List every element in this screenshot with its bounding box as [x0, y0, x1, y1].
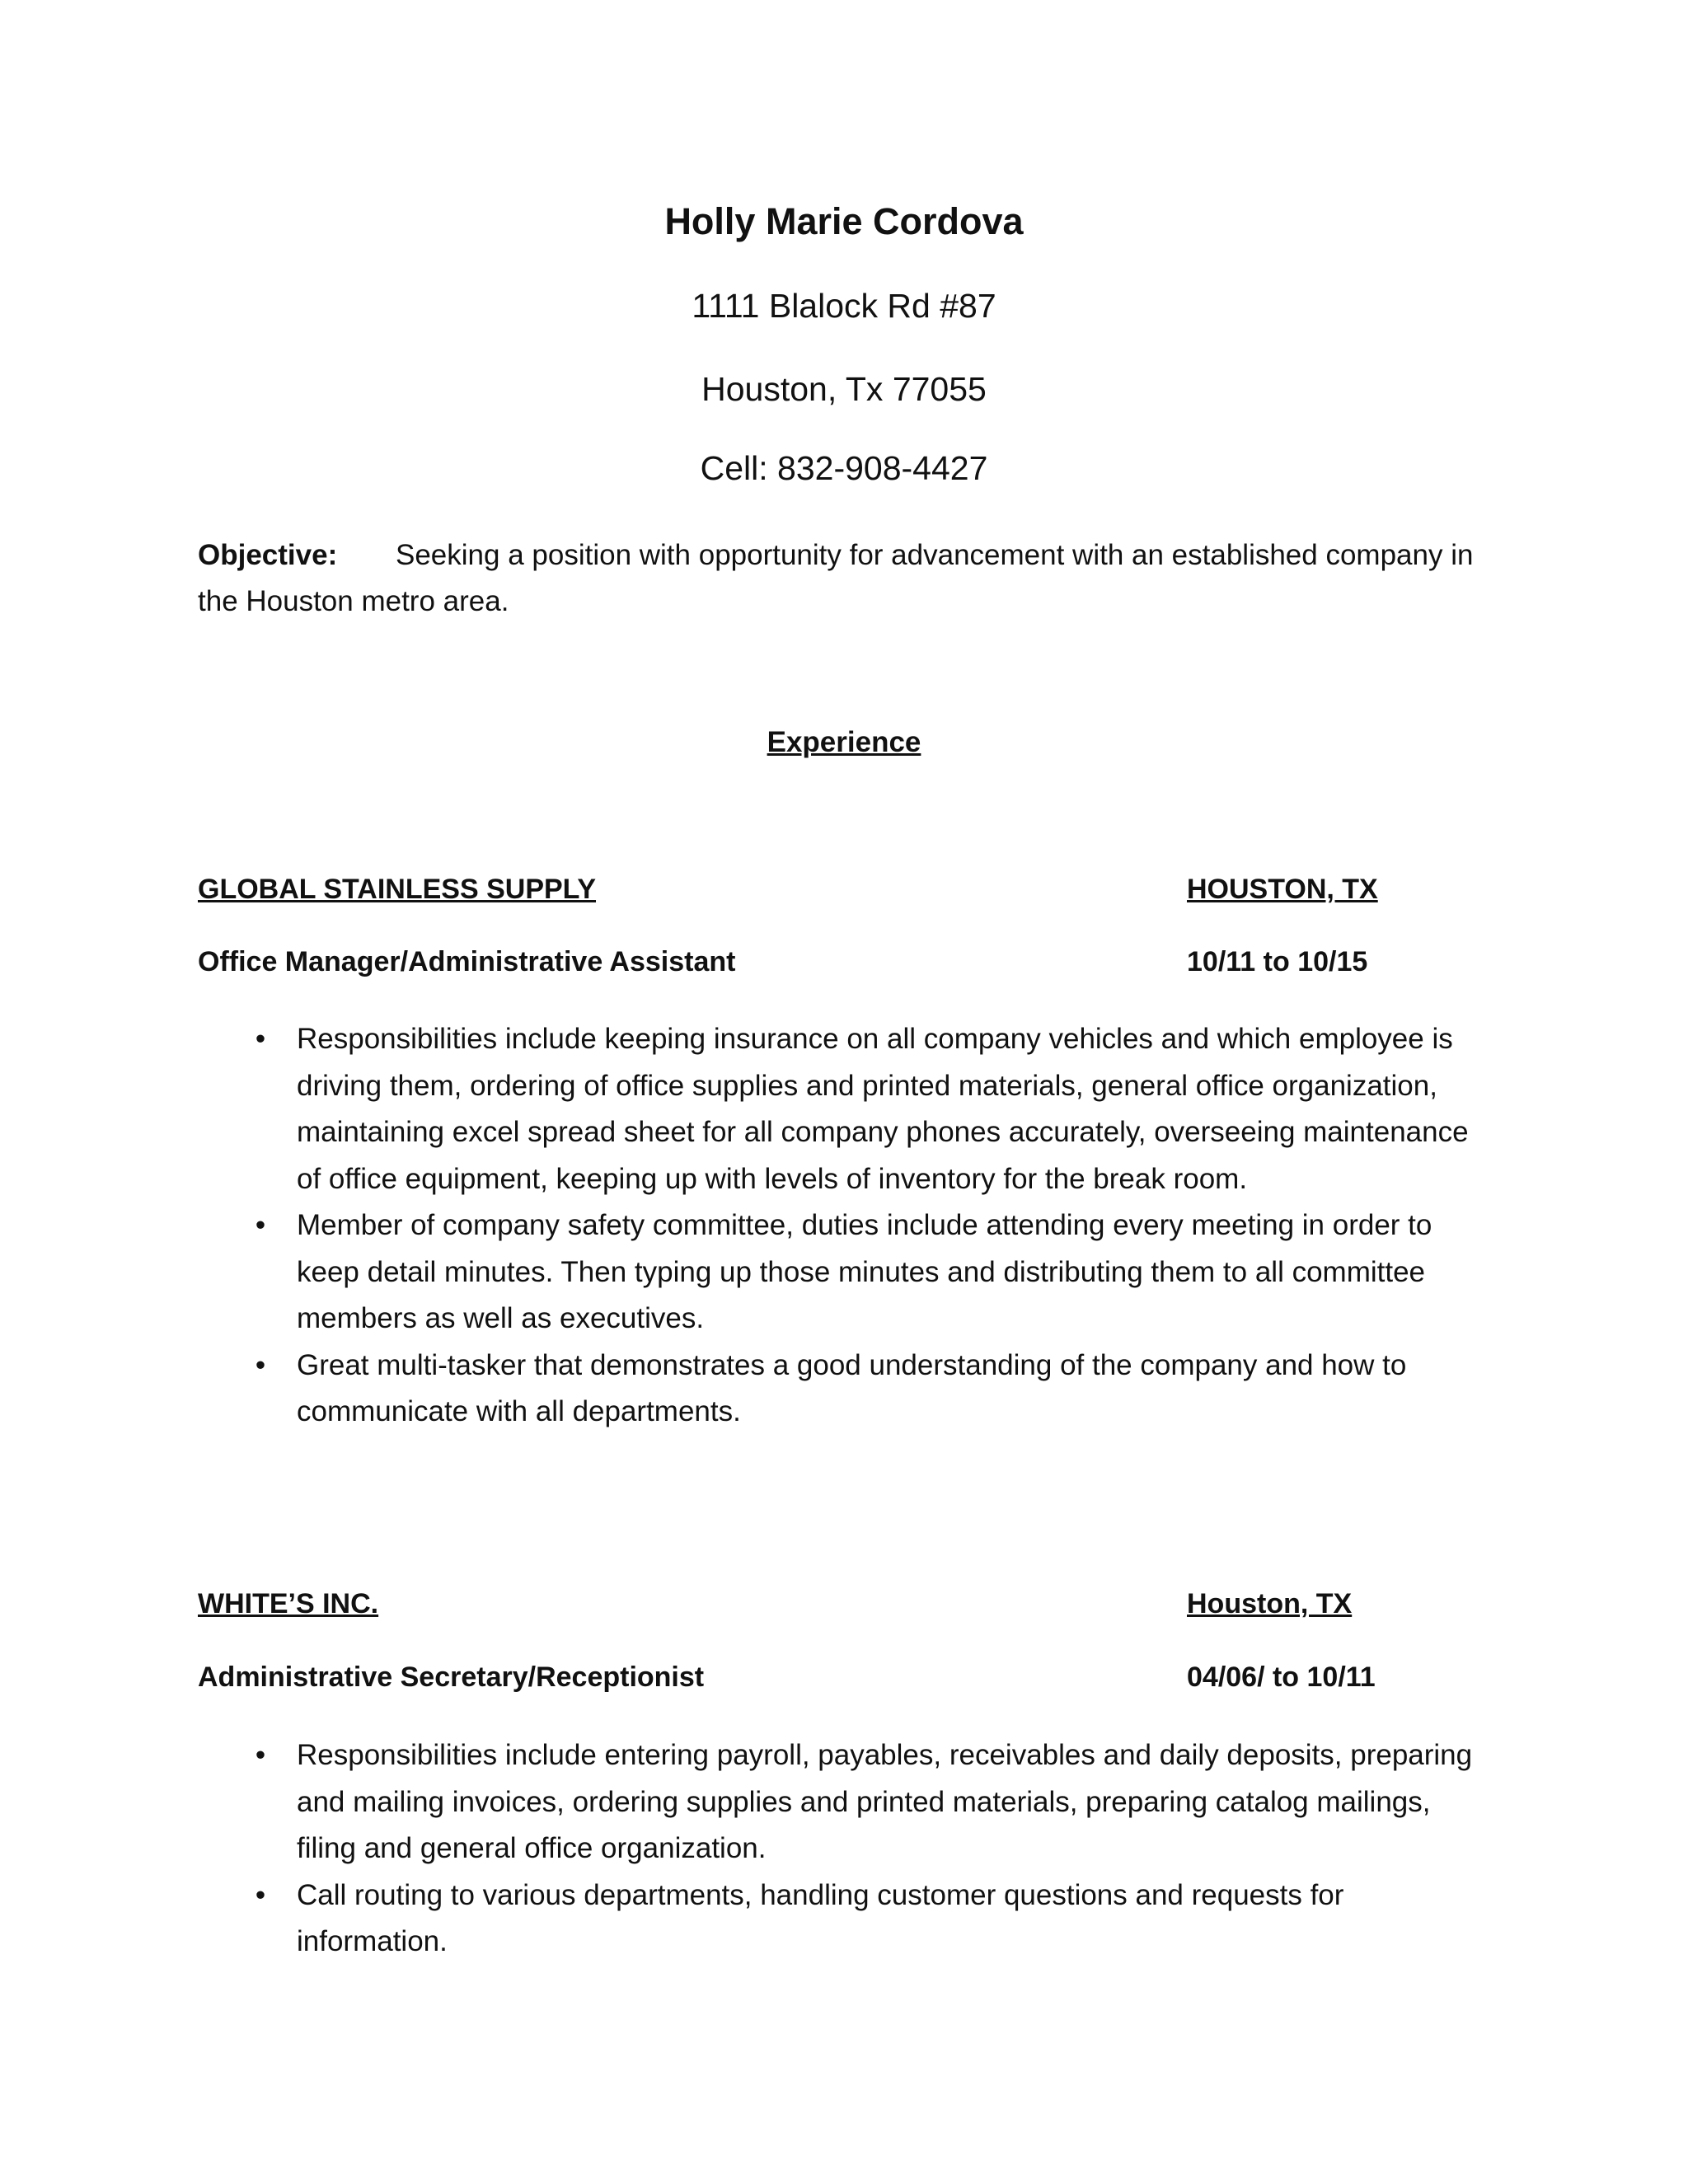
bullet-dot-icon: •	[255, 1348, 266, 1381]
list-item: • Call routing to various departments, handling customer questions and requests for information.	[252, 1872, 1489, 1966]
address-line-1: 1111 Blalock Rd #87	[692, 287, 996, 325]
bullet-dot-icon: •	[255, 1209, 266, 1241]
job-bullet-list	[252, 1016, 1489, 1436]
job-dates: 10/11 to 10/15	[1187, 946, 1368, 977]
job-role: Administrative Secretary/Receptionist	[198, 1661, 705, 1693]
objective-label: Objective:	[198, 539, 338, 571]
job-company: GLOBAL STAINLESS SUPPLY	[198, 874, 597, 905]
bullet-dot-icon: •	[255, 1739, 266, 1771]
job-dates: 04/06/ to 10/11	[1187, 1661, 1376, 1693]
job-company: WHITE’S INC.	[198, 1588, 379, 1619]
list-item: • Great multi-tasker that demonstrates a good understanding of the company and how to communicate with all departments.	[252, 1343, 1489, 1436]
job-role: Office Manager/Administrative Assistant	[198, 946, 736, 977]
objective-text: Seeking a position with opportunity for advancement with an established company in the Houston metro area.	[198, 539, 1474, 617]
job-location: HOUSTON, TX	[1187, 874, 1378, 905]
bullet-dot-icon: •	[255, 1023, 266, 1055]
applicant-name: Holly Marie Cordova	[664, 200, 1024, 242]
objective-section	[198, 532, 1484, 625]
list-item: • Member of company safety committee, duties include attending every meeting in order to keep detail minutes. Then typing up those minutes and distributing them to all committee members as well as executives.	[252, 1202, 1489, 1343]
list-item: • Responsibilities include entering payroll, payables, receivables and daily deposits, preparing and mailing invoices, ordering supplies and printed materials, preparing catalog mailings, filing and general office organization.	[252, 1732, 1489, 1872]
cell-phone: Cell: 832-908-4427	[700, 449, 988, 487]
job-bullet-list	[252, 1732, 1489, 1966]
address-line-2: Houston, Tx 77055	[701, 370, 987, 408]
bullet-dot-icon: •	[255, 1878, 266, 1911]
list-item: • Responsibilities include keeping insurance on all company vehicles and which employee is driving them, ordering of office supplies and printed materials, general office organization, maintaining excel spread sheet for all company phones accurately, overseeing maintenance of office equipment, keeping up with levels of inventory for the break room.	[252, 1016, 1489, 1202]
job-location: Houston, TX	[1187, 1588, 1353, 1619]
experience-heading: Experience	[767, 726, 921, 758]
